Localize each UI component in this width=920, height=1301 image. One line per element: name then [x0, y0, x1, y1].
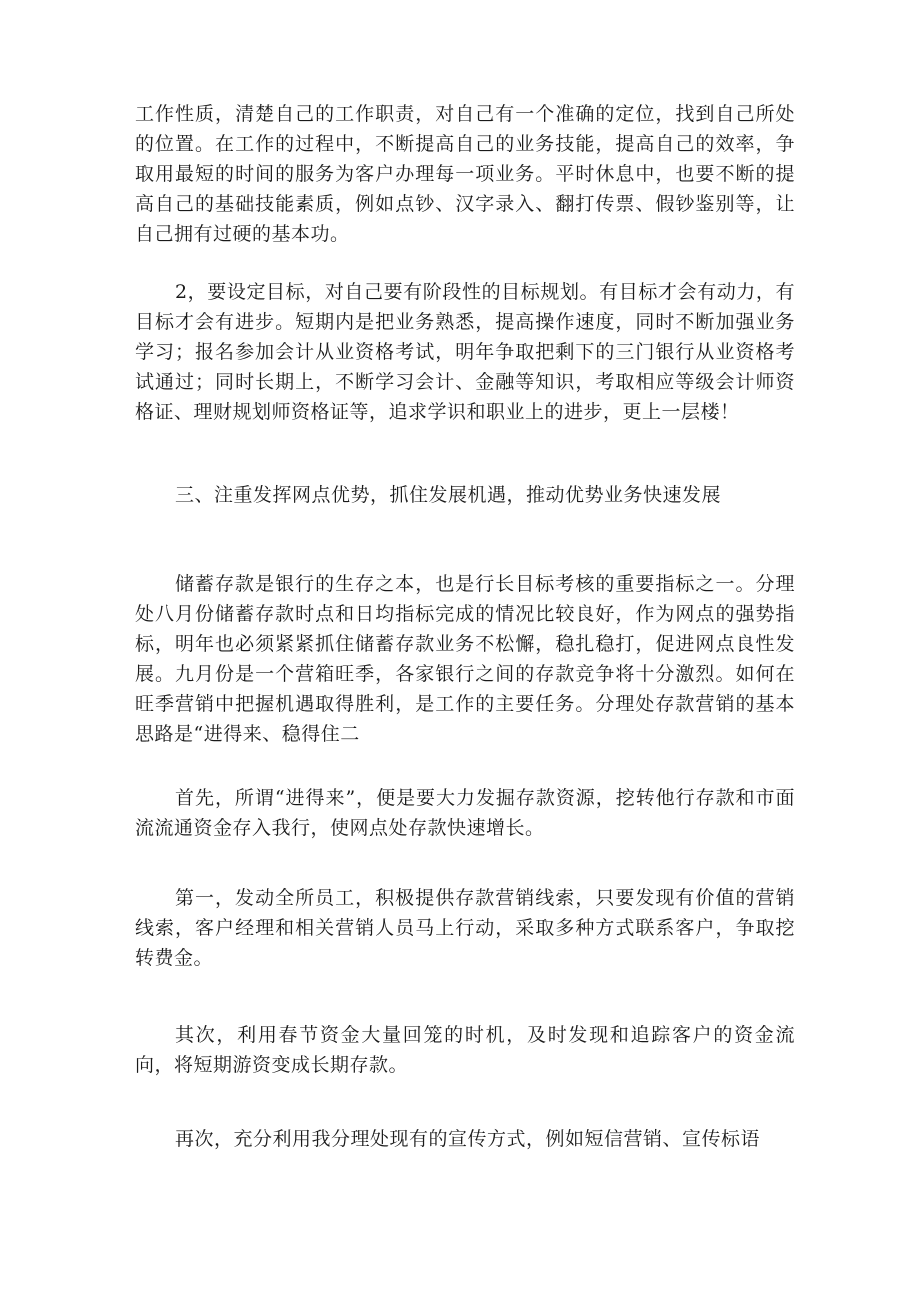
paragraph-publicity: 再次，充分利用我分理处现有的宣传方式，例如短信营销、宣传标语: [175, 1128, 761, 1150]
paragraph-spring-festival: 其次，利用春节资金大量回笼的时机，及时发现和追踪客户的资金流向，将短期游资变成长期存款。: [135, 1024, 795, 1076]
paragraph-work-nature: 工作性质，清楚自己的工作职责，对自己有一个准确的定位，找到自己所处的位置。在工作的过程中，不断提高自己的业务技能，提高自己的效率，争取用最短的时间的服务为客户办理每一项业务。平时休息中，也要不断的提高自己的基础技能素质，例如点钞、汉字录入、翻打传票、假钞鉴别等，让自己拥有过硬的基本功。: [135, 103, 795, 245]
paragraph-set-goals: 2，要设定目标，对自己要有阶段性的目标规划。有目标才会有动力，有目标才会有进步。短期内是把业务熟悉，提高操作速度，同时不断加强业务学习；报名参加会计从业资格考试，明年争取把剩下的三门银行从业资格考试通过；同时长期上，不断学习会计、金融等知识，考取相应等级会计师资格证、理财规划师资格证等，追求学识和职业上的进步，更上一层楼！: [135, 281, 795, 423]
paragraph-savings-deposits: 储蓄存款是银行的生存之本，也是行长目标考核的重要指标之一。分理处八月份储蓄存款时点和日均指标完成的情况比较良好，作为网点的强势指标，明年也必须紧紧抓住储蓄存款业务不松懈，稳扎稳打，促进网点良性发展。九月份是一个营箱旺季，各家银行之间的存款竞争将十分激烈。如何在旺季营销中把握机遇取得胜利，是工作的主要任务。分理处存款营销的基本思路是“进得来、稳得住二: [135, 573, 795, 745]
paragraph-mobilize-staff: 第一，发动全所员工，积极提供存款营销线索，只要发现有价值的营销线索，客户经理和相关营销人员马上行动，采取多种方式联系客户，争取挖转费金。: [135, 887, 795, 969]
section-heading-three: 三、注重发挥网点优势，抓住发展机遇，推动优势业务快速发展: [175, 484, 722, 506]
paragraph-first-bring-in: 首先，所谓“进得来”，便是要大力发掘存款资源，挖转他行存款和市面流流通资金存入我行，使网点处存款快速增长。: [135, 787, 795, 839]
